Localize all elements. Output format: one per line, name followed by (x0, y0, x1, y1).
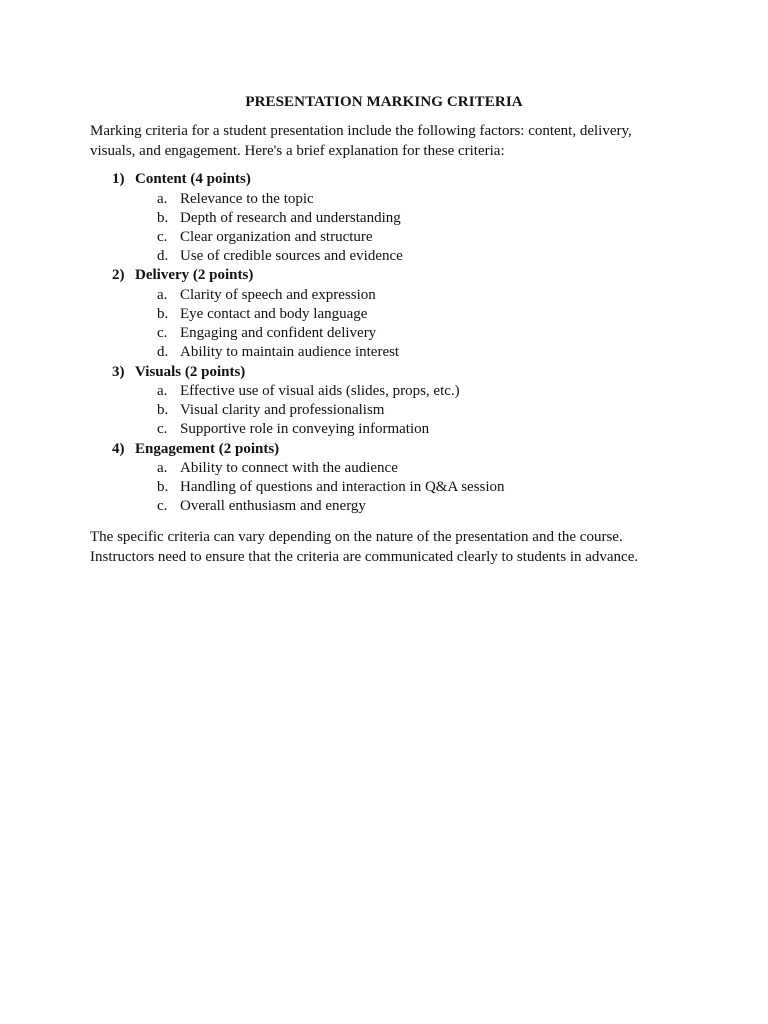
closing-paragraph: The specific criteria can vary depending on the nature of the presentation and the course. Instructors need to ensure that the criteria are communicated clearly to students in advance. (90, 529, 639, 565)
list-item (90, 286, 690, 305)
section-heading (90, 170, 690, 190)
item-letter: b. (157, 305, 169, 322)
item-text: Effective use of visual aids (slides, props, etc.) (180, 383, 460, 399)
section-title: Delivery (2 points) (135, 267, 254, 284)
section-heading (90, 266, 690, 286)
list-item (90, 228, 690, 247)
item-letter: a. (157, 460, 168, 477)
list-item (90, 401, 690, 420)
section-number: 4) (112, 440, 125, 457)
item-letter: b. (157, 479, 169, 496)
item-text: Clarity of speech and expression (180, 286, 376, 303)
list-item (90, 459, 690, 478)
item-text: Supportive role in conveying information (180, 421, 430, 438)
list-item (90, 247, 690, 266)
list-item (90, 343, 690, 362)
item-text: Depth of research and understanding (180, 209, 401, 226)
item-letter: c. (157, 498, 168, 515)
list-item (90, 305, 690, 324)
item-text: Eye contact and body language (180, 305, 368, 322)
list-item (90, 209, 690, 228)
section-title: Engagement (2 points) (135, 440, 280, 457)
item-text: Use of credible sources and evidence (180, 248, 403, 265)
item-letter: c. (157, 421, 168, 438)
section-heading (90, 440, 690, 460)
list-item (90, 324, 690, 343)
item-text: Clear organization and structure (180, 228, 373, 245)
list-item (90, 190, 690, 209)
section-title: Visuals (2 points) (135, 363, 246, 380)
list-item (90, 382, 690, 401)
section-number: 2) (112, 267, 125, 284)
item-text: Engaging and confident delivery (180, 325, 377, 342)
criteria-list (90, 170, 690, 517)
document-title: PRESENTATION MARKING CRITERIA (245, 94, 523, 110)
section-heading (90, 363, 690, 383)
list-item (90, 497, 690, 516)
item-text: Relevance to the topic (180, 190, 314, 207)
item-letter: b. (157, 402, 169, 419)
item-text: Ability to connect with the audience (180, 460, 398, 477)
item-letter: c. (157, 325, 168, 342)
item-letter: c. (157, 228, 168, 245)
item-letter: b. (157, 209, 169, 226)
item-letter: d. (157, 344, 169, 361)
item-text: Ability to maintain audience interest (180, 344, 400, 361)
list-item (90, 420, 690, 439)
item-letter: a. (157, 190, 168, 207)
item-letter: a. (157, 383, 168, 399)
section-title: Content (4 points) (135, 171, 251, 187)
item-letter: a. (157, 286, 168, 303)
item-text: Handling of questions and interaction in Q&A session (180, 479, 505, 496)
section-number: 3) (112, 363, 125, 380)
section-number: 1) (112, 171, 125, 187)
item-text: Overall enthusiasm and energy (180, 498, 366, 515)
item-text: Visual clarity and professionalism (180, 402, 385, 419)
list-item (90, 478, 690, 497)
item-letter: d. (157, 248, 169, 265)
intro-paragraph: Marking criteria for a student presentation include the following factors: content, delivery, visuals, and engagement. Here's a brief explanation for these criteria: (90, 123, 632, 159)
